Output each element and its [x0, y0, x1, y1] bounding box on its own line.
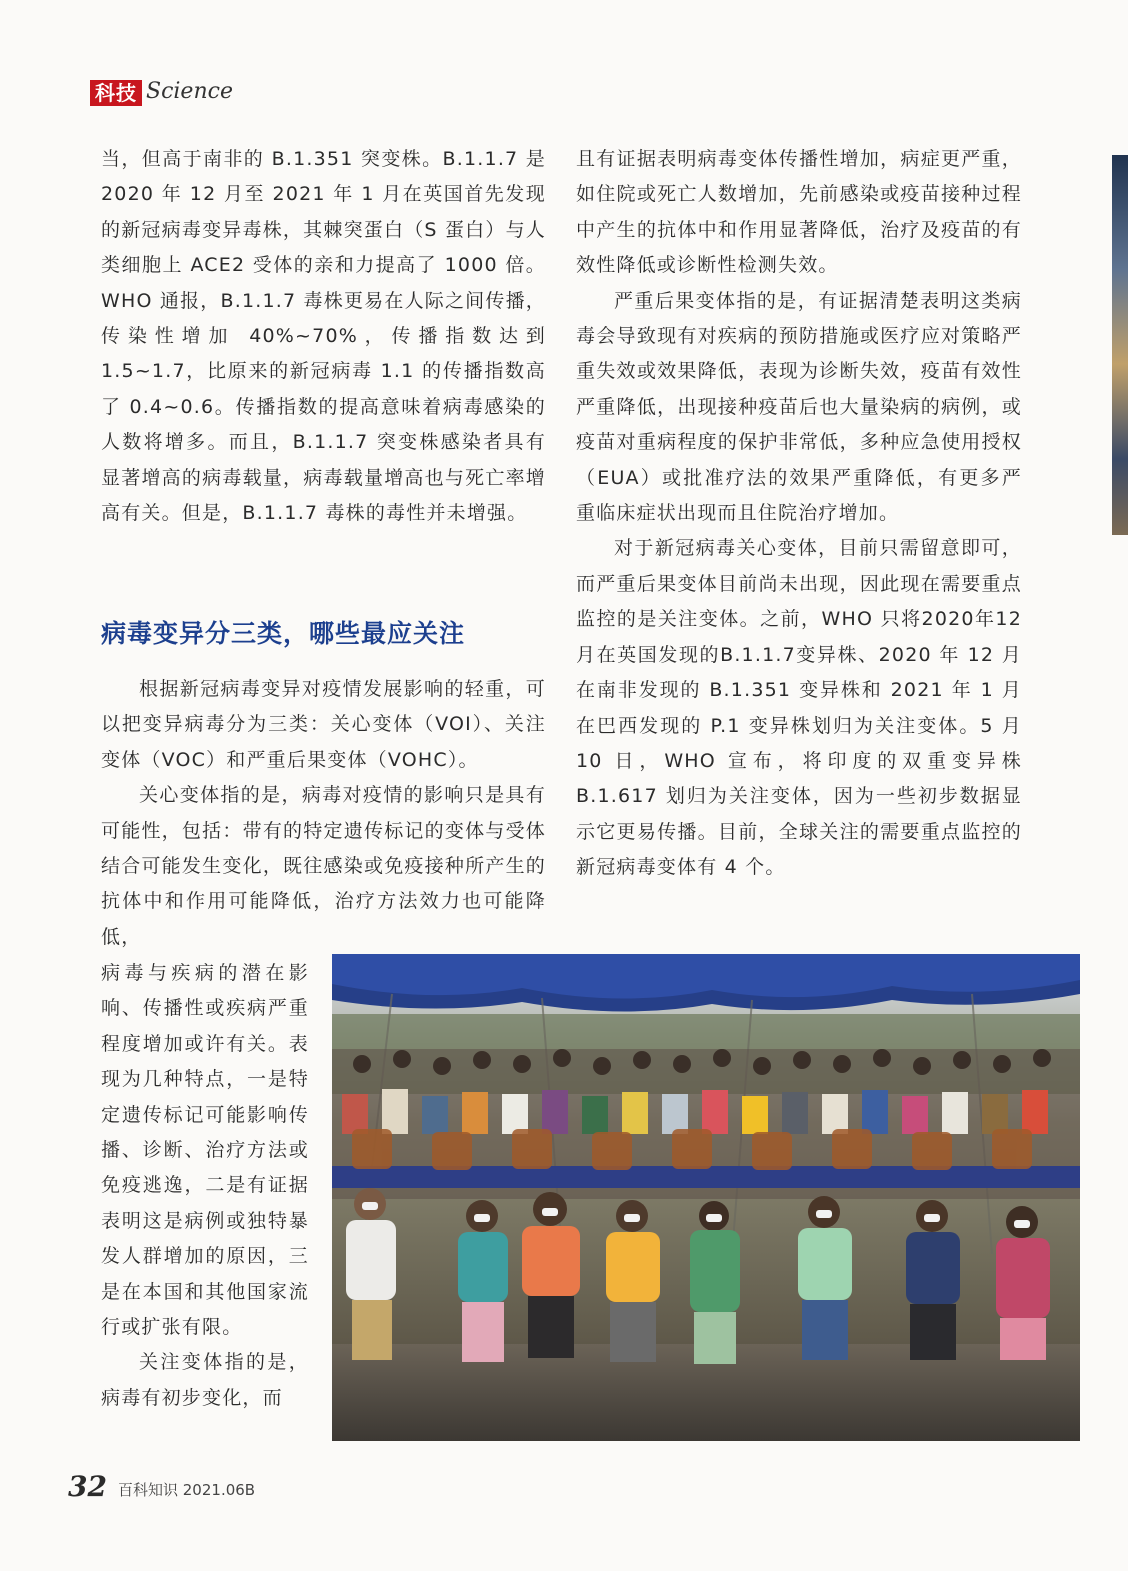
paragraph: 严重后果变体指的是，有证据清楚表明这类病毒会导致现有对疾病的预防措施或医疗应对策略严重失效或效果降低，表现为诊断失效，疫苗有效性严重降低，出现接种疫苗后也大量染病的病例，或疫苗对重病程度的保护非常低，多种应急使用授权（EUA）或批准疗法的效果严重降低，有更多严重临床症状出现而且住院治疗增加。: [576, 289, 1022, 525]
magazine-issue: 百科知识 2021.06B: [118, 1481, 256, 1499]
left-column-top: [101, 142, 546, 531]
section-heading: 病毒变异分三类，哪些最应关注: [101, 619, 466, 648]
section-badge: 科技: [90, 80, 142, 106]
left-column-narrow: [101, 956, 309, 1416]
vaccination-crowd-photo: [332, 954, 1080, 1441]
photo-illustration: [332, 954, 1080, 1441]
page-number: 32: [68, 1470, 107, 1503]
paragraph: 根据新冠病毒变异对疫情发展影响的轻重，可以把变异病毒分为三类：关心变体（VOI）、关注变体（VOC）和严重后果变体（VOHC）。: [101, 678, 546, 771]
left-column-middle: [101, 672, 546, 955]
paragraph: 关注变体指的是，病毒有初步变化，而: [101, 1351, 309, 1409]
paragraph: 当，但高于南非的 B.1.351 突变株。B.1.1.7 是 2020 年 12 月至 2021 年 1 月在英国首先发现的新冠病毒变异毒株，其棘突蛋白（S 蛋白）与人类细胞上 ACE2 受体的亲和力提高了 1000 倍。WHO 通报，B.1.1.7 毒株更易在人际之间传播，传染性增加 40%~70%，传播指数达到 1.5~1.7，比原来的新冠病毒 1.1 的传播指数高了 0.4~0.6。传播指数的提高意味着病毒感染的人数将增多。而且，B.1.1.7 突变株感染者具有显著增高的病毒载量，病毒载量增高也与死亡率增高有关。但是，B.1.1.7 毒株的毒性并未增强。: [101, 148, 546, 525]
paragraph: 且有证据表明病毒变体传播性增加，病症更严重，如住院或死亡人数增加，先前感染或疫苗接种过程中产生的抗体中和作用显著降低，治疗及疫苗的有效性降低或诊断性检测失效。: [576, 148, 1022, 277]
paragraph: 对于新冠病毒关心变体，目前只需留意即可，而严重后果变体目前尚未出现，因此现在需要重点监控的是关注变体。之前，WHO 只将2020年12月在英国发现的B.1.1.7变异株、2020 年 12 月在南非发现的 B.1.351 变异株和 2021 年 1 月在巴西发现的 P.1 变异株划归为关注变体。5 月 10 日，WHO 宣布，将印度的双重变异株 B.1.617 划归为关注变体，因为一些初步数据显示它更易传播。目前，全球关注的需要重点监控的新冠病毒变体有 4 个。: [576, 537, 1022, 879]
adjacent-page-edge: [1112, 155, 1128, 535]
section-label-en: Science: [146, 79, 233, 104]
paragraph: 病毒与疾病的潜在影响、传播性或疾病严重程度增加或许有关。表现为几种特点，一是特定遗传标记可能影响传播、诊断、治疗方法或免疫逃逸，二是有证据表明这是病例或独特暴发人群增加的原因，三是在本国和其他国家流行或扩张有限。: [101, 962, 309, 1339]
paragraph: 关心变体指的是，病毒对疫情的影响只是具有可能性，包括：带有的特定遗传标记的变体与受体结合可能发生变化，既往感染或免疫接种所产生的抗体中和作用可能降低，治疗方法效力也可能降低，: [101, 784, 546, 948]
right-column: [576, 142, 1022, 886]
